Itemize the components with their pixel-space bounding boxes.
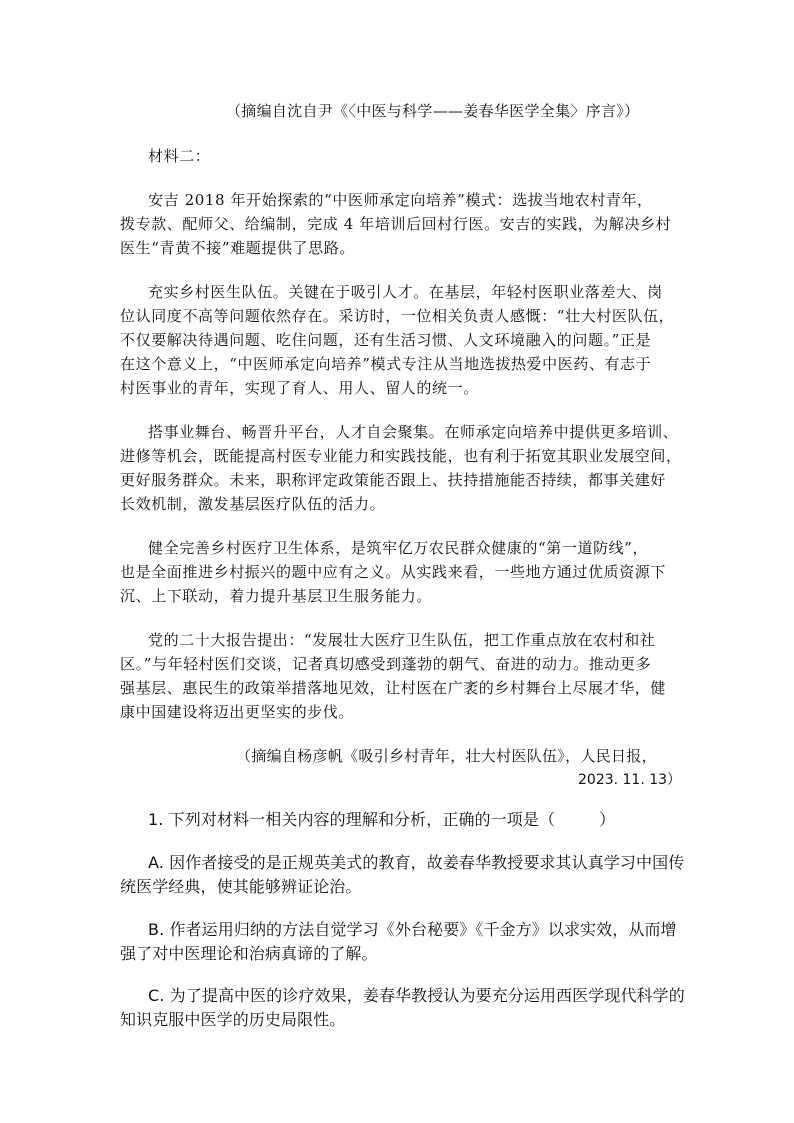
option-line: 统医学经典，使其能够辨证论治。 (120, 877, 362, 896)
option-line: C. 为了提高中医的诊疗效果，姜春华教授认为要充分运用西医学现代科学的 (148, 986, 685, 1005)
source2-citation-line1: （摘编自杨彦帆《吸引乡村青年，壮大村医队伍》，人民日报， (236, 747, 657, 765)
paragraph-line: 村医事业的青年，实现了育人、用人、留人的统一。 (120, 379, 479, 397)
paragraph-line: 康中国建设将迈出更坚实的步伐。 (120, 703, 355, 721)
paragraph-line: 进修等机会，既能提高村医专业能力和实践技能，也有利于拓宽其职业发展空间， (120, 447, 682, 465)
paragraph-line: 区。”与年轻村医们交谈，记者真切感受到蓬勃的朝气、奋进的动力。推动更多 (120, 655, 652, 673)
paragraph-line: 健全完善乡村医疗卫生体系，是筑牢亿万农民群众健康的“第一道防线”， (148, 539, 649, 557)
paragraph-line: 不仅要解决待遇问题、吃住问题，还有生活习惯、人文环境融入的问题。”正是 (120, 331, 652, 349)
paragraph-line: 充实乡村医生队伍。关键在于吸引人才。在基层，年轻村医职业落差大、岗 (148, 283, 663, 301)
paragraph-line: 搭事业舞台、畅晋升平台，人才自会聚集。在师承定向培养中提供更多培训、 (148, 423, 679, 441)
paragraph-line: 位认同度不高等问题依然存在。采访时，一位相关负责人感慨：“壮大村医队伍， (120, 307, 675, 325)
paragraph-line: 拨专款、配师父、给编制，完成 4 年培训后回村行医。安吉的实践，为解决乡村 (120, 215, 672, 233)
paragraph-line: 安吉 2018 年开始探索的“中医师承定向培养”模式：选拔当地农村青年， (148, 191, 653, 209)
material2-heading: 材料二： (148, 147, 211, 165)
paragraph-line: 党的二十大报告提出：“发展壮大医疗卫生队伍，把工作重点放在农村和社 (148, 631, 656, 649)
option-line: A. 因作者接受的是正规英美式的教育，故姜春华教授要求其认真学习中国传 (148, 853, 685, 872)
paragraph-line: 也是全面推进乡村振兴的题中应有之义。从实践来看，一些地方通过优质资源下 (120, 563, 667, 581)
paragraph-line: 更好服务群众。未来，职称评定政策能否跟上、扶持措施能否持续，都事关建好 (120, 471, 667, 489)
paragraph-line: 在这个意义上，“中医师承定向培养”模式专注从当地选拔热爱中医药、有志于 (120, 355, 652, 373)
option-line: 知识克服中医学的历史局限性。 (120, 1010, 346, 1029)
paragraph-line: 长效机制，激发基层医疗队伍的活力。 (120, 495, 386, 513)
source1-citation: （摘编自沈自尹《〈中医与科学——姜春华医学全集〉序言》） (226, 102, 640, 120)
option-line: 强了对中医理论和治病真谛的了解。 (120, 944, 378, 963)
question-1-stem (148, 809, 615, 831)
paragraph-line: 医生“青黄不接”难题提供了思路。 (120, 239, 355, 257)
paragraph-line: 沉、上下联动，着力提升基层卫生服务能力。 (120, 587, 433, 605)
question-stem-text: 1. 下列对材料一相关内容的理解和分析，正确的一项是（ (148, 810, 556, 829)
question-stem-end: ） (599, 810, 616, 829)
option-line: B. 作者运用归纳的方法自觉学习《外台秘要》《千金方》以求实效，从而增 (148, 920, 677, 939)
source2-citation-line2: 2023. 11. 13） (578, 772, 682, 788)
paragraph-line: 强基层、惠民生的政策举措落地见效，让村医在广袤的乡村舞台上尽展才华，健 (120, 679, 667, 697)
